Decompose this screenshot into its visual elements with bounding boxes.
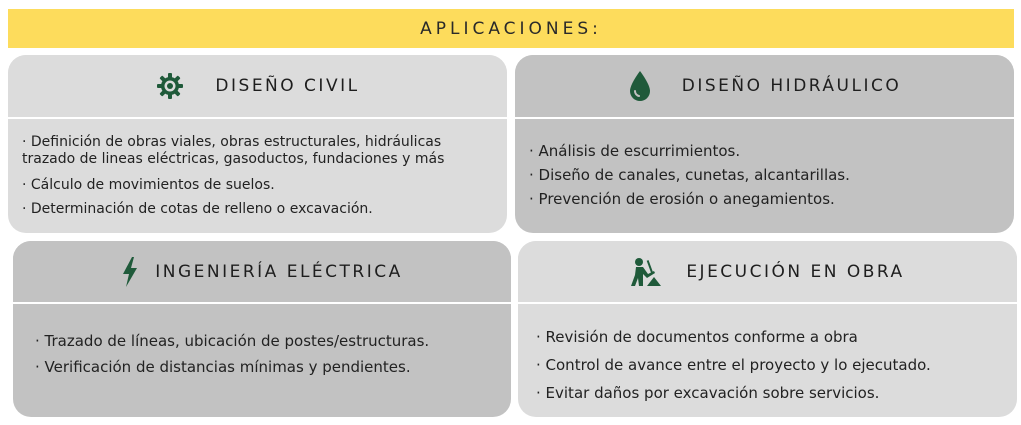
card-title: DISEÑO HIDRÁULICO xyxy=(681,76,902,96)
card-diseno-civil xyxy=(8,55,507,233)
list-item: · Diseño de canales, cunetas, alcantarillas. xyxy=(529,166,850,184)
lightning-icon xyxy=(121,256,139,288)
list-item: · Control de avance entre el proyecto y lo ejecutado. xyxy=(536,356,931,374)
card-body xyxy=(8,119,507,218)
card-title: INGENIERÍA ELÉCTRICA xyxy=(155,261,403,282)
card-header xyxy=(13,241,511,304)
water-drop-icon xyxy=(628,70,652,102)
applications-banner xyxy=(8,9,1014,48)
list-item: · Trazado de líneas, ubicación de postes/estructuras. xyxy=(35,332,430,350)
card-ejecucion-en-obra xyxy=(518,241,1017,417)
card-title: DISEÑO CIVIL xyxy=(215,76,360,96)
card-title: EJECUCIÓN EN OBRA xyxy=(686,261,905,282)
list-item: · Verificación de distancias mínimas y pendientes. xyxy=(35,358,411,376)
card-diseno-hidraulico xyxy=(515,55,1014,233)
card-body xyxy=(13,304,511,380)
banner-title: APLICACIONES: xyxy=(420,18,602,39)
list-item: · Evitar daños por excavación sobre servicios. xyxy=(536,384,880,402)
list-item: · Cálculo de movimientos de suelos. xyxy=(22,177,275,193)
card-ingenieria-electrica xyxy=(13,241,511,417)
list-item: · Definición de obras viales, obras estructurales, hidráulicas xyxy=(22,134,442,150)
card-header xyxy=(8,55,507,119)
list-item: · Análisis de escurrimientos. xyxy=(529,142,741,160)
list-item: · Determinación de cotas de relleno o excavación. xyxy=(22,201,373,217)
list-item: · Revisión de documentos conforme a obra xyxy=(536,328,858,346)
gear-icon xyxy=(155,71,185,101)
card-header xyxy=(518,241,1017,304)
card-body xyxy=(518,304,1017,407)
card-body xyxy=(515,119,1014,211)
list-item: · Prevención de erosión o anegamientos. xyxy=(529,190,835,208)
list-item: trazado de lineas eléctricas, gasoductos, fundaciones y más xyxy=(22,151,445,167)
construction-worker-icon xyxy=(630,257,662,287)
card-header xyxy=(515,55,1014,119)
